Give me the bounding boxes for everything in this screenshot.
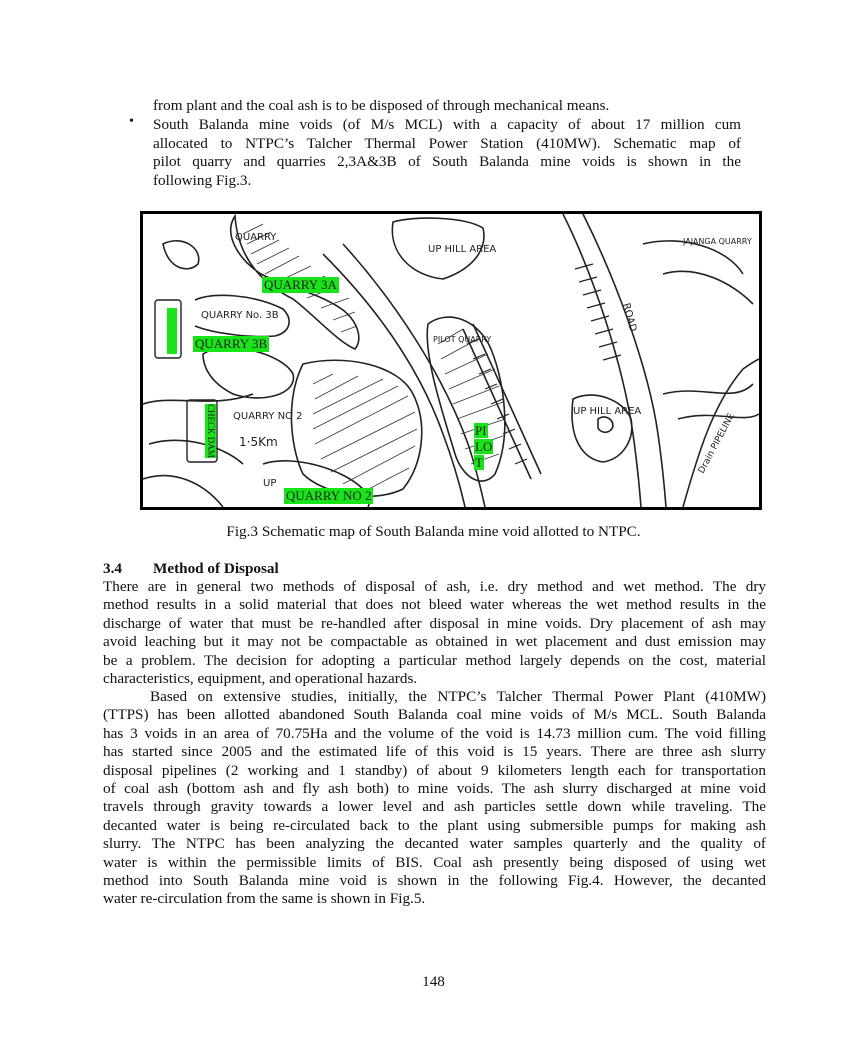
bullet-line: allocated to NTPC’s Talcher Thermal Power Station (410MW). Schematic map of	[153, 134, 741, 152]
bullet-line: pilot quarry and quarries 2,3A&3B of South Balanda mine voids is shown in the	[153, 153, 741, 171]
bullet-line: following Fig.3.	[153, 171, 252, 189]
bullet-symbol: •	[129, 114, 134, 129]
paragraph-line: of coal ash (bottom ash and fly ash both) to mine voids. The ash slurry discharged at mine void	[103, 779, 766, 797]
paragraph-line: be a problem. The decision for adopting a particular method largely depends on the cost, material	[103, 651, 766, 669]
sketch-text-jajanga: JAJANGA QUARRY	[683, 237, 752, 246]
sketch-text-quarry-3b: QUARRY No. 3B	[201, 310, 279, 321]
paragraph-line: method into South Balanda mine void is shown in the following Fig.4. However, the decanted	[103, 871, 766, 889]
sketch-text-quarry: QUARRY	[235, 232, 277, 243]
label-pilot-3: T	[475, 455, 483, 470]
paragraph-line: discharge of water that must be re-handled after disposal in mine voids. Dry placement of ash may	[103, 614, 766, 632]
continued-text-line: from plant and the coal ash is to be disposed of through mechanical means.	[153, 97, 610, 114]
paragraph-line: avoid leaching but it may not be compactable as obtained in wet placement and dust emission may	[103, 633, 766, 651]
page-number: 148	[422, 973, 445, 990]
bullet-paragraph	[153, 116, 741, 190]
check-dam-marker	[167, 308, 177, 354]
bullet-line: South Balanda mine voids (of M/s MCL) with a capacity of about 17 million cum	[153, 116, 741, 133]
sketch-text-quarry-no2: QUARRY NO 2	[233, 411, 303, 422]
paragraph-ttps	[103, 688, 766, 909]
paragraph-line: (TTPS) has been allotted abandoned South Balanda coal mine voids of M/s MCL. South Balanda	[103, 706, 766, 724]
label-pilot-1: PI	[475, 423, 487, 438]
sketch-text-scale: 1·5Km	[239, 435, 278, 449]
label-quarry-3a: QUARRY 3A	[264, 277, 337, 292]
label-quarry-no2: QUARRY NO 2	[286, 488, 372, 503]
sketch-text-pilot-quarry: PILOT QUARRY	[433, 335, 492, 344]
paragraph-line: characteristics, equipment, and operational hazards.	[103, 669, 418, 687]
paragraph-line: has 3 voids in an area of 70.75Ha and the volume of the void is 14.73 million cum. The void filling	[103, 724, 766, 742]
paragraph-line: water is within the permissible limits of BIS. Coal ash presently being disposed of using wet	[103, 853, 766, 871]
paragraph-methods	[103, 578, 766, 688]
sketch-text-up-hill: UP HILL AREA	[428, 244, 497, 255]
paragraph-line: Based on extensive studies, initially, the NTPC’s Talcher Thermal Power Plant (410MW)	[150, 688, 766, 705]
sketch-text-up-hill-right: UP HILL AREA	[573, 406, 642, 417]
label-quarry-3b: QUARRY 3B	[195, 336, 268, 351]
sketch-text-road: ROAD	[620, 301, 639, 333]
sketch-text-up: UP	[263, 478, 277, 489]
section-heading	[103, 560, 279, 578]
section-title: Method of Disposal	[153, 560, 279, 577]
label-check-dam: CHECK DAM	[206, 404, 216, 458]
paragraph-line: travels through gravity towards a lower level and ash particles settle down while traveling. The	[103, 798, 766, 816]
paragraph-line: method results in a solid material that does not bleed water whereas the wet method results in the	[103, 596, 766, 614]
figure-caption: Fig.3 Schematic map of South Balanda mine void allotted to NTPC.	[226, 523, 641, 540]
paragraph-line: has started since 2005 and the estimated life of this void is 15 years. There are three ash slurry	[103, 743, 766, 761]
sketch-text-pipeline: Drain PIPELINE	[696, 411, 737, 476]
paragraph-line: slurry. The NTPC has been analyzing the decanted water samples quarterly and the quality of	[103, 835, 766, 853]
paragraph-line: decanted water is being re-circulated back to the plant using submersible pumps for making ash	[103, 816, 766, 834]
figure-schematic-map	[140, 211, 762, 510]
section-number: 3.4	[103, 560, 122, 577]
map-sketch	[143, 214, 759, 507]
label-pilot-2: LO	[475, 439, 493, 454]
paragraph-line: There are in general two methods of disposal of ash, i.e. dry method and wet method. The dry	[103, 578, 766, 595]
paragraph-line: disposal pipelines (2 working and 1 standby) of about 9 kilometers length each for transportation	[103, 761, 766, 779]
paragraph-line: water re-circulation from the same is shown in Fig.5.	[103, 890, 426, 908]
